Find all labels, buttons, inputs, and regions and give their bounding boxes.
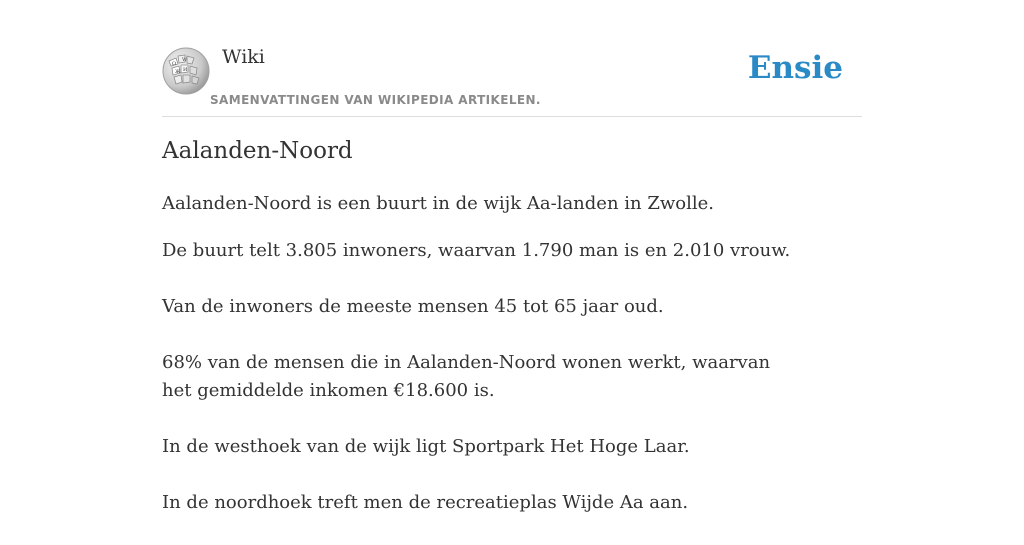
article-paragraph: Aalanden-Noord is een buurt in de wijk Aa-landen in Zwolle. bbox=[162, 193, 714, 214]
article-title: Aalanden-Noord bbox=[162, 138, 353, 164]
article-paragraph: 68% van de mensen die in Aalanden-Noord wonen werkt, waarvan het gemiddelde inkomen €18.600 is. bbox=[162, 352, 771, 401]
site-name[interactable]: Wiki bbox=[222, 46, 265, 68]
site-tagline: SAMENVATTINGEN VAN WIKIPEDIA ARTIKELEN. bbox=[210, 93, 541, 107]
svg-text:И: И bbox=[183, 67, 188, 73]
article-body bbox=[162, 190, 802, 545]
svg-text:Ω: Ω bbox=[172, 61, 177, 67]
article-paragraph: In de westhoek van de wijk ligt Sportpark Het Hoge Laar. bbox=[162, 436, 690, 457]
site-header bbox=[162, 0, 862, 117]
wikipedia-globe-icon[interactable] bbox=[162, 47, 210, 95]
article-paragraph: Van de inwoners de meeste mensen 45 tot 65 jaar oud. bbox=[162, 296, 664, 317]
ensie-brand-link[interactable]: Ensie bbox=[747, 50, 843, 86]
svg-text:W: W bbox=[182, 57, 188, 63]
page bbox=[162, 0, 862, 512]
article-paragraph: In de noordhoek treft men de recreatieplas Wijde Aa aan. bbox=[162, 492, 689, 513]
article-paragraph: De buurt telt 3.805 inwoners, waarvan 1.790 man is en 2.010 vrouw. bbox=[162, 240, 791, 261]
svg-text:Ж: Ж bbox=[175, 69, 181, 75]
